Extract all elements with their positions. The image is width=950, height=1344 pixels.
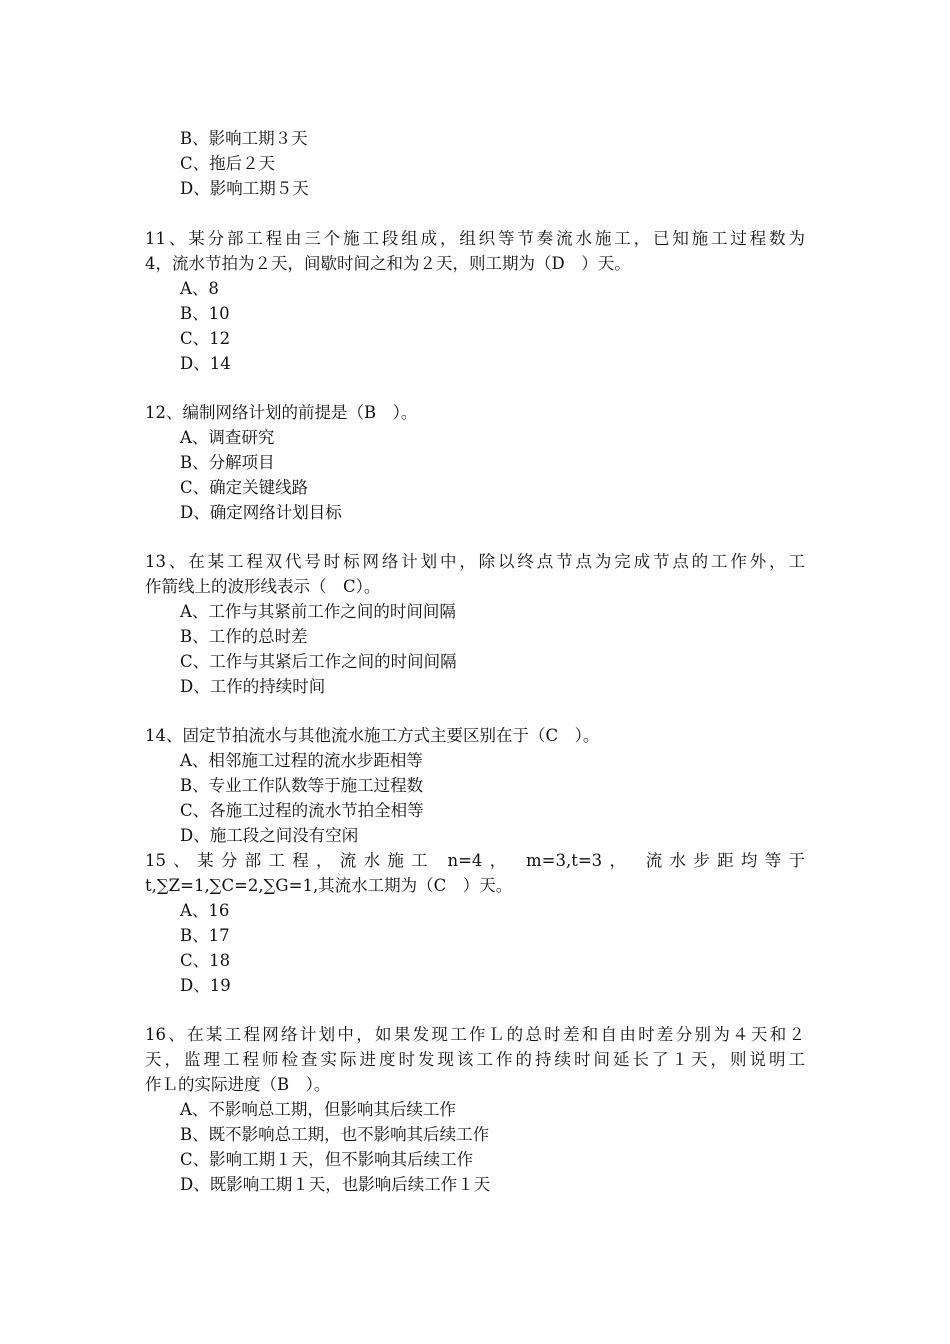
question-11-stem: 11、某分部工程由三个施工段组成，组织等节奏流水施工，已知施工过程数为: [145, 229, 805, 248]
option-line: B、工作的总时差: [180, 627, 308, 646]
option-line: D、既影响工期１天，也影响后续工作１天: [180, 1175, 491, 1194]
option-line: A、调查研究: [180, 428, 275, 447]
option-line: B、影响工期３天: [180, 129, 308, 148]
option-line: C、18: [180, 951, 231, 970]
option-line: B、17: [180, 926, 230, 945]
question-13-stem: 13、在某工程双代号时标网络计划中，除以终点节点为完成节点的工作外，工: [145, 552, 805, 571]
option-line: A、16: [180, 901, 230, 920]
question-16-stem: 天，监理工程师检查实际进度时发现该工作的持续时间延长了１天，则说明工: [145, 1050, 805, 1069]
option-line: C、影响工期１天，但不影响其后续工作: [180, 1150, 474, 1169]
option-line: D、影响工期５天: [180, 179, 309, 198]
option-line: C、拖后２天: [180, 154, 276, 173]
question-15-stem: 15、某分部工程，流水施工 n=4， m=3,t=3， 流水步距均等于: [145, 851, 805, 870]
question-16-stem: 16、在某工程网络计划中，如果发现工作Ｌ的总时差和自由时差分别为４天和２: [145, 1025, 805, 1044]
option-line: D、14: [180, 354, 231, 373]
option-line: B、既不影响总工期，也不影响其后续工作: [180, 1125, 490, 1144]
option-line: A、工作与其紧前工作之间的时间间隔: [180, 602, 456, 621]
question-13-stem: 作箭线上的波形线表示（ C）。: [145, 577, 381, 596]
option-line: D、施工段之间没有空闲: [180, 826, 359, 845]
question-12-stem: 12、编制网络计划的前提是（B ）。: [145, 403, 418, 422]
option-line: B、专业工作队数等于施工过程数: [180, 776, 424, 795]
option-line: C、确定关键线路: [180, 478, 309, 497]
question-14-stem: 14、固定节拍流水与其他流水施工方式主要区别在于（C ）。: [145, 726, 600, 745]
option-line: D、工作的持续时间: [180, 677, 326, 696]
question-15-stem: t,∑Z=1,∑C=2,∑G=1,其流水工期为（C ）天。: [145, 876, 513, 895]
option-line: A、8: [180, 279, 219, 298]
option-line: C、各施工过程的流水节拍全相等: [180, 801, 424, 820]
question-11-stem: 4，流水节拍为２天，间歇时间之和为２天，则工期为（D ）天。: [145, 254, 631, 273]
question-16-stem: 作Ｌ的实际进度（B ）。: [145, 1075, 331, 1094]
option-line: A、不影响总工期，但影响其后续工作: [180, 1100, 456, 1119]
option-line: B、分解项目: [180, 453, 275, 472]
option-line: C、工作与其紧后工作之间的时间间隔: [180, 652, 457, 671]
option-line: D、19: [180, 976, 231, 995]
option-line: D、确定网络计划目标: [180, 503, 342, 522]
option-line: A、相邻施工过程的流水步距相等: [180, 751, 423, 770]
option-line: C、12: [180, 329, 231, 348]
option-line: B、10: [180, 304, 230, 323]
